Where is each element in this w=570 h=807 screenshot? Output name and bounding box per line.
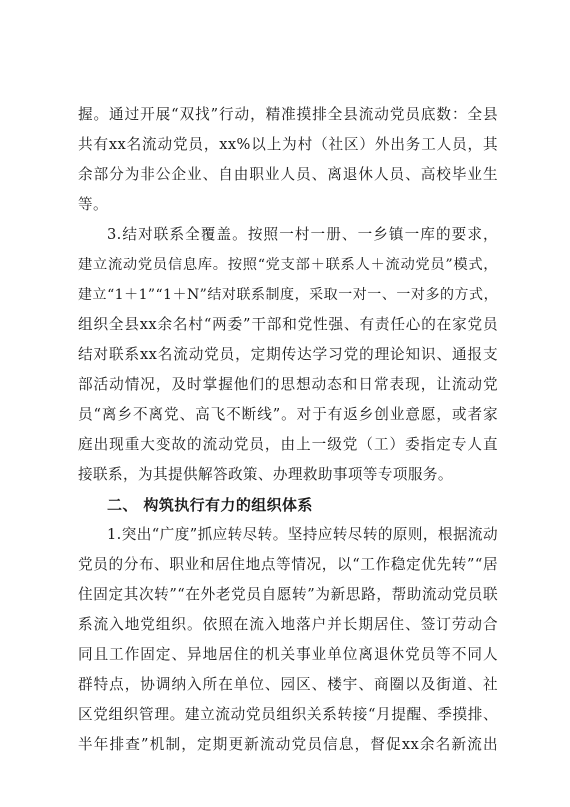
paragraph-line: 住固定其次转”“在外老党员自愿转”为新思路，帮助流动党员联 xyxy=(78,586,498,603)
paragraph-line: 建立流动党员信息库。按照“党支部＋联系人＋流动党员”模式， xyxy=(78,257,498,273)
paragraph-line: 结对联系xx名流动党员，定期传达学习党的理论知识、通报支 xyxy=(78,346,498,363)
paragraph-line: 区党组织管理。建立流动党员组织关系转接“月提醒、季摸排、 xyxy=(78,706,498,723)
paragraph-line: 系流入地党组织。依照在流入地落户并长期居住、签订劳动合 xyxy=(78,616,498,633)
paragraph-line: 接联系，为其提供解答政策、办理救助事项等专项服务。 xyxy=(78,466,453,483)
paragraph-line: 余部分为非公企业、自由职业人员、离退休人员、高校毕业生 xyxy=(78,166,498,183)
paragraph-line: 组织全县xx余名村“两委”干部和党性强、有责任心的在家党员 xyxy=(78,316,498,333)
paragraph-line: 共有xx名流动党员，xx%以上为村（社区）外出务工人员，其 xyxy=(78,136,498,153)
paragraph-line: 半年排查”机制，定期更新流动党员信息，督促xx余名新流出 xyxy=(78,736,498,753)
paragraph-line: 握。通过开展“双找”行动，精准摸排全县流动党员底数：全县 xyxy=(78,106,498,123)
section-heading: 二、 构筑执行有力的组织体系 xyxy=(107,496,313,514)
paragraph-line: 部活动情况，及时掌握他们的思想动态和日常表现，让流动党 xyxy=(78,376,498,393)
paragraph-line: 庭出现重大变故的流动党员，由上一级党（工）委指定专人直 xyxy=(78,436,498,453)
paragraph-line: 党员的分布、职业和居住地点等情况，以“工作稳定优先转”“居 xyxy=(78,556,498,573)
paragraph-line: 1.突出“广度”抓应转尽转。坚持应转尽转的原则，根据流动 xyxy=(107,526,498,543)
paragraph-line: 同且工作固定、异地居住的机关事业单位离退休党员等不同人 xyxy=(78,646,498,663)
paragraph-line: 建立“1＋1”“1＋N”结对联系制度，采取一对一、一对多的方式， xyxy=(78,287,498,303)
paragraph-line: 群特点，协调纳入所在单位、园区、楼宇、商圈以及街道、社 xyxy=(78,676,498,693)
paragraph-line: 3.结对联系全覆盖。按照一村一册、一乡镇一库的要求， xyxy=(107,226,498,243)
paragraph-line: 等。 xyxy=(78,196,108,213)
paragraph-line: 员“离乡不离党、高飞不断线”。对于有返乡创业意愿，或者家 xyxy=(78,406,498,423)
